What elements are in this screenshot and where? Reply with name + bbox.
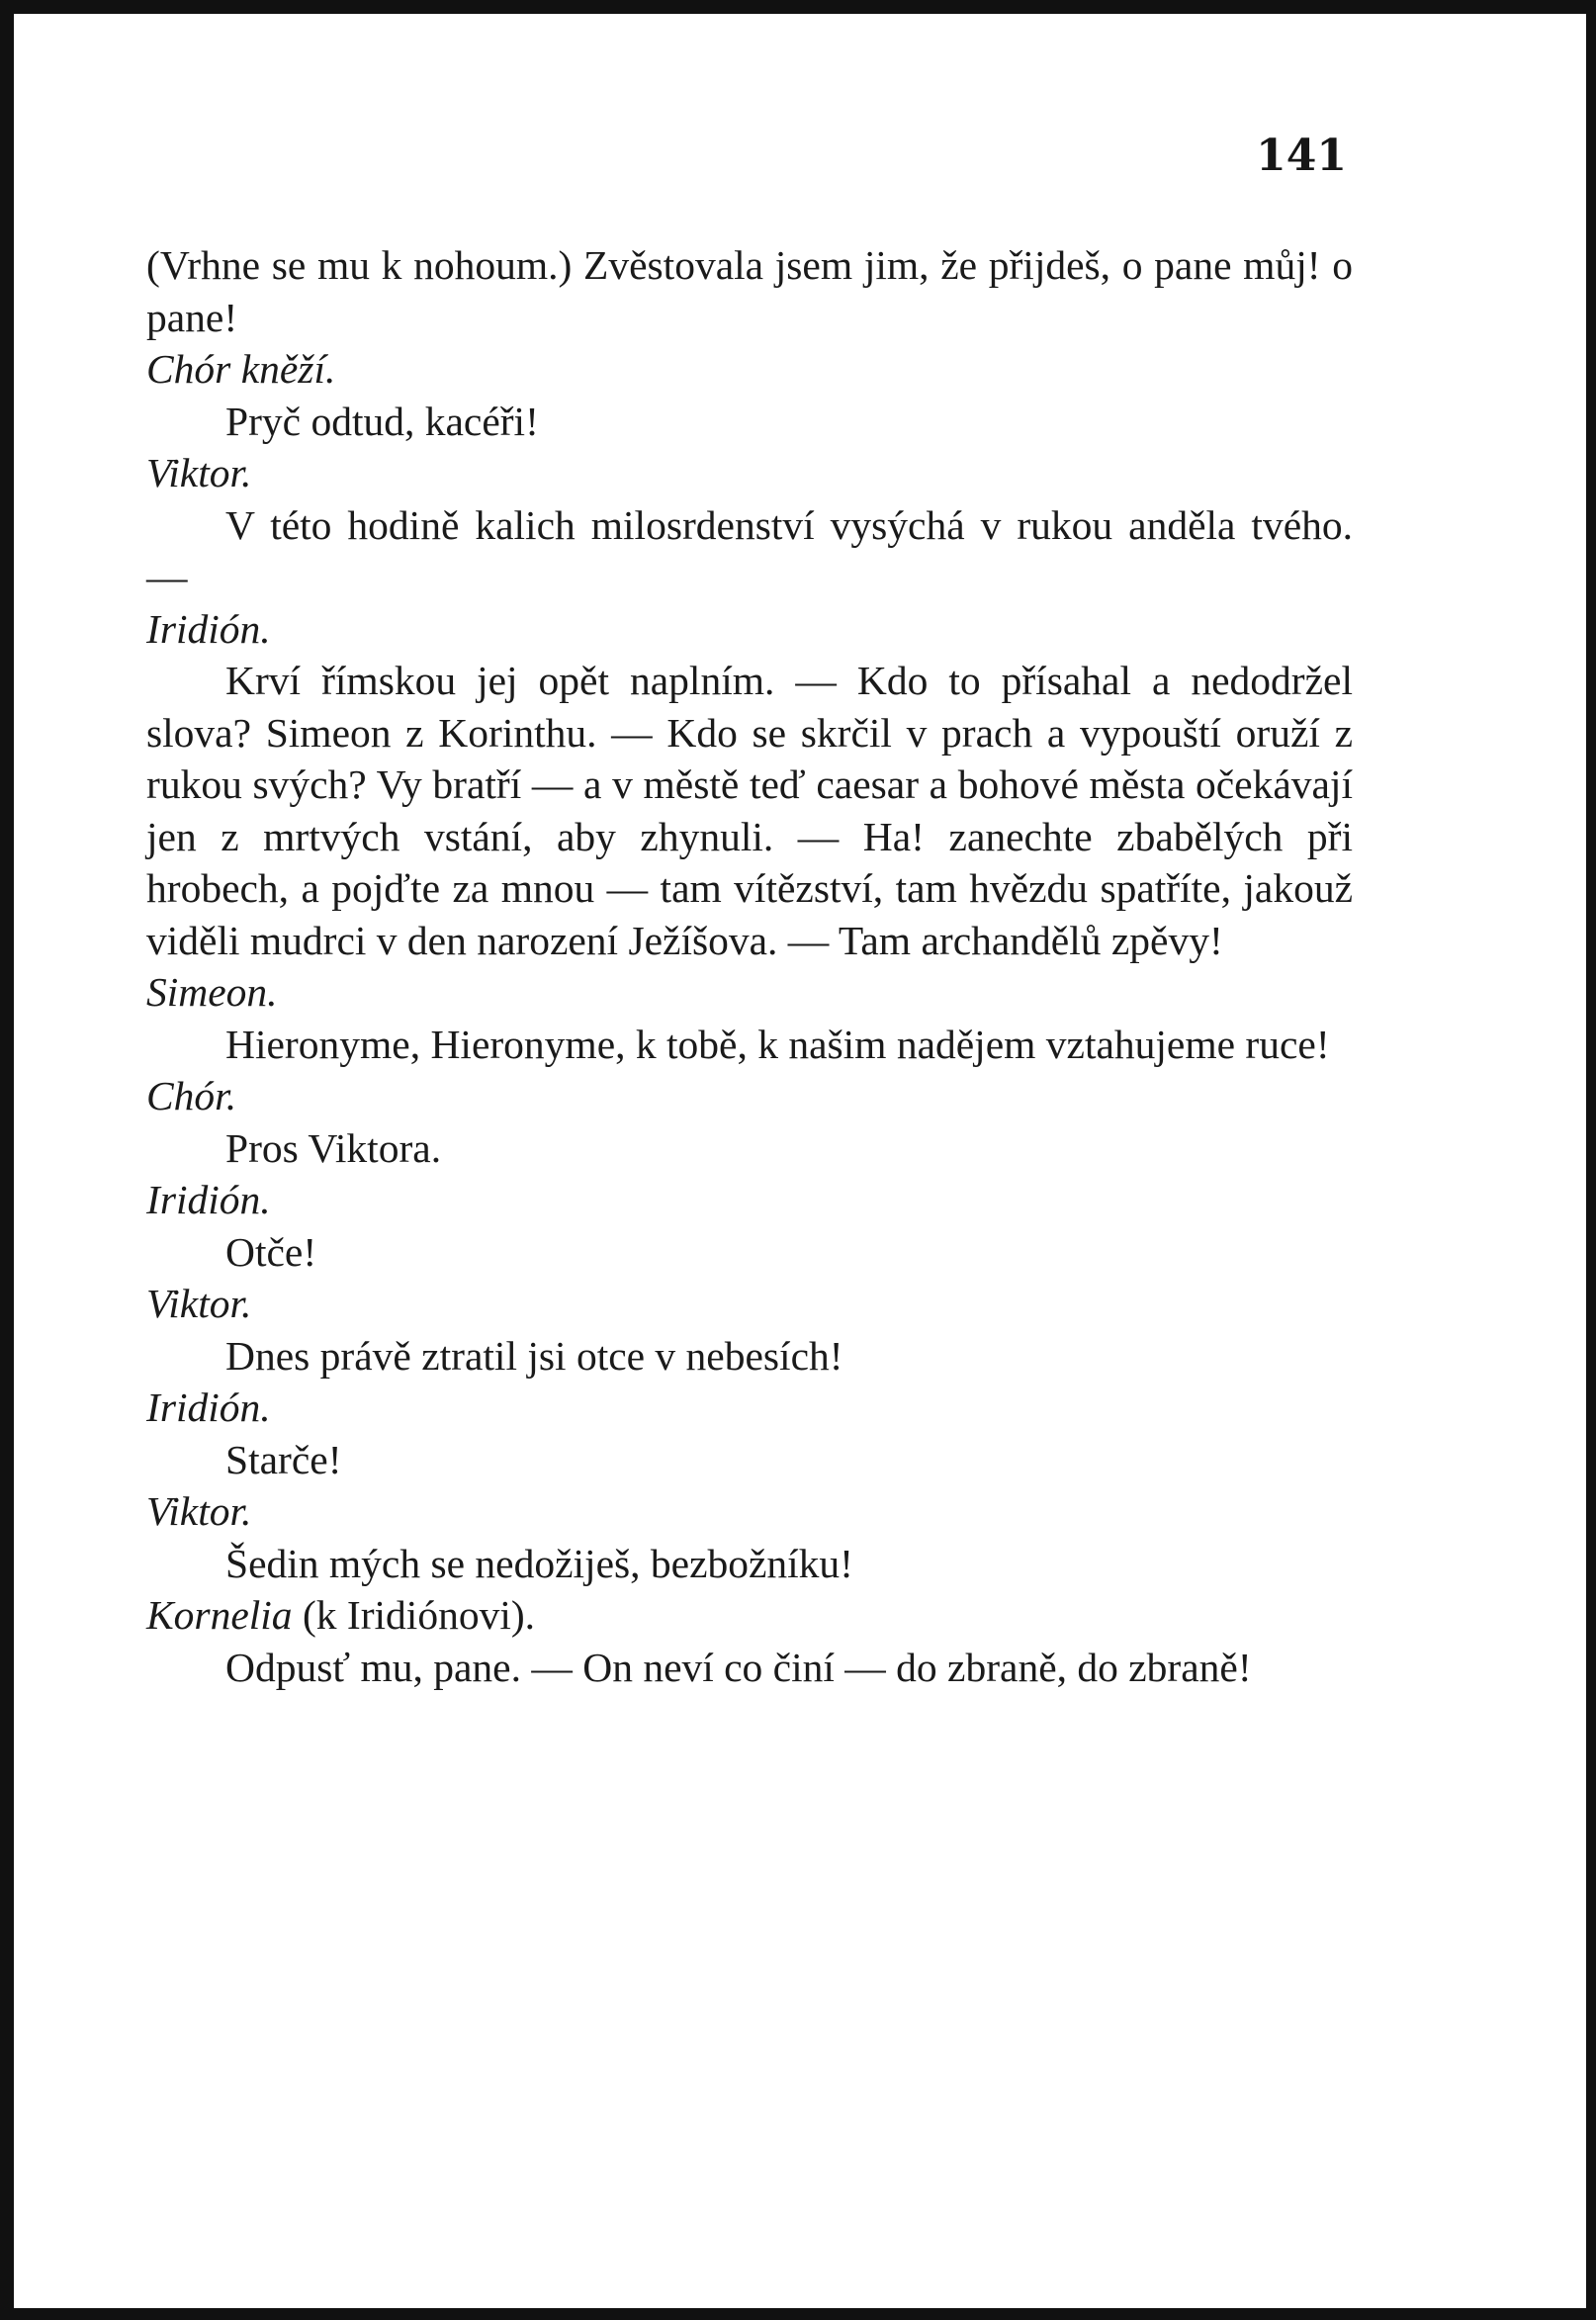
play-text — [146, 239, 1353, 1693]
scan-border-left — [0, 0, 14, 2320]
speaker-direction: (k Iridiónovi). — [302, 1592, 536, 1638]
speech-paragraph: Šedin mých se nedožiješ, bezbožníku! — [225, 1540, 854, 1586]
speech-paragraph: Krví římskou jej opět naplním. — Kdo to přísahal a nedodržel slova? Simeon z Korinthu. — Kdo se skrčil v prach a vypouští oruží z rukou svých? Vy bratří — a v městě teď caesar a bohové města očekávají jen z mrtvých vstání, aby zhynuli. — Ha! zanechte zbabělých při hrobech, a pojďte za mnou — tam vítězství, tam hvězdu spatříte, jakouž viděli mudrci v den narození Ježíšova. — Tam archandělů zpěvy! — [146, 658, 1353, 963]
speaker-heading: Iridión. — [146, 1384, 271, 1430]
speech-paragraph: Hieronyme, Hieronyme, k tobě, k našim nadějem vztahujeme ruce! — [225, 1021, 1330, 1067]
speech-paragraph: V této hodině kalich milosrdenství vysýchá v rukou anděla tvého. — — [146, 501, 1353, 599]
speech-paragraph: Starče! — [225, 1436, 342, 1482]
speech-paragraph: Dnes právě ztratil jsi otce v nebesích! — [225, 1332, 843, 1379]
speaker-heading-with-direction — [146, 1589, 1353, 1642]
speaker-heading: Simeon. — [146, 969, 278, 1015]
speech-paragraph: Pryč odtud, kacéři! — [225, 398, 539, 444]
speaker-heading: Chór kněží. — [146, 346, 336, 392]
scan-border-top — [0, 0, 1596, 14]
speaker-heading: Chór. — [146, 1073, 237, 1118]
speaker-heading: Viktor. — [146, 1488, 252, 1534]
speaker-heading: Viktor. — [146, 450, 252, 495]
speaker-name: Kornelia — [146, 1592, 293, 1638]
speech-paragraph: Otče! — [225, 1228, 317, 1275]
scan-border-right — [1586, 0, 1596, 2320]
speaker-heading: Iridión. — [146, 1177, 271, 1222]
page-number: 141 — [1256, 131, 1347, 181]
speech-paragraph: Pros Viktora. — [225, 1124, 442, 1171]
stage-direction-paragraph: (Vrhne se mu k nohoum.) Zvěstovala jsem jim, že přijdeš, o pane můj! o pane! — [146, 242, 1353, 340]
speaker-heading: Iridión. — [146, 605, 271, 652]
speech-paragraph: Odpusť mu, pane. — On neví co činí — do zbraně, do zbraně! — [225, 1644, 1252, 1690]
scan-border-bottom — [0, 2308, 1596, 2320]
speaker-heading: Viktor. — [146, 1281, 252, 1326]
